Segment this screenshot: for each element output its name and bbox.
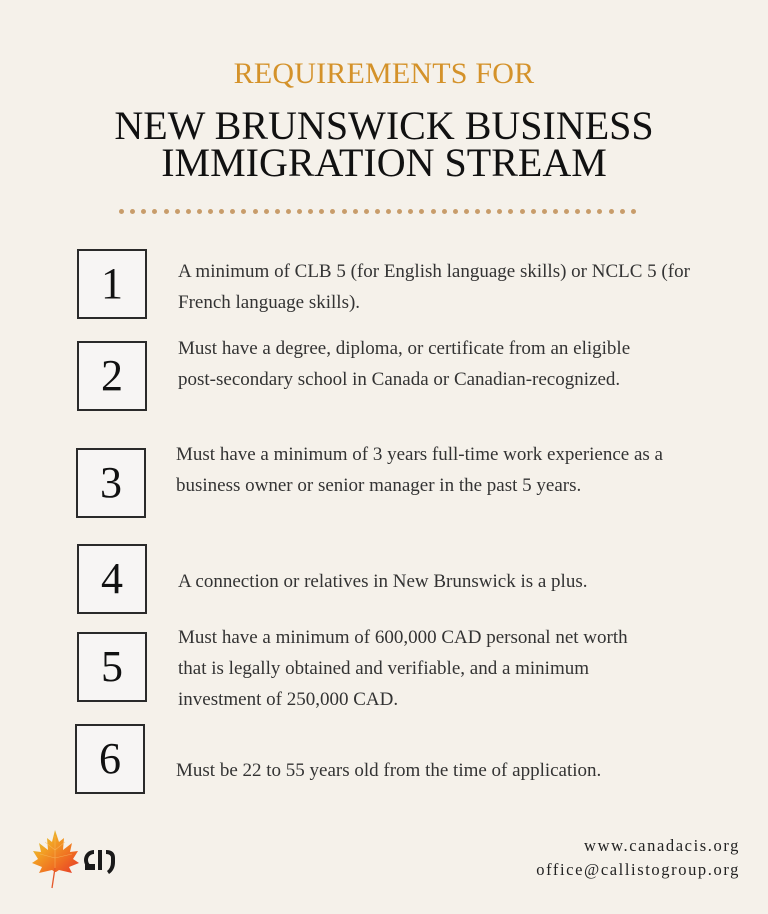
maple-leaf-icon <box>28 828 118 890</box>
divider-dot <box>486 209 491 214</box>
requirement-text-6: Must be 22 to 55 years old from the time of application. <box>176 760 602 781</box>
dotted-divider <box>119 209 639 215</box>
divider-dot <box>597 209 602 214</box>
number-box-6: 6 <box>75 724 145 794</box>
number-box-4: 4 <box>77 544 147 614</box>
divider-dot <box>241 209 246 214</box>
divider-dot <box>542 209 547 214</box>
divider-dot <box>264 209 269 214</box>
divider-dot <box>475 209 480 214</box>
divider-dot <box>308 209 313 214</box>
number-box-1: 1 <box>77 249 147 319</box>
requirement-text-2: Must have a degree, diploma, or certificate from an eligible post-secondary school in Canada or Canadian-recognized. <box>178 338 631 390</box>
email-link[interactable]: office@callistogroup.org <box>536 860 740 879</box>
number-box-3: 3 <box>76 448 146 518</box>
cis-logo <box>28 828 118 890</box>
divider-dot <box>453 209 458 214</box>
number-box-5: 5 <box>77 632 147 702</box>
divider-dot <box>464 209 469 214</box>
contact-info <box>536 834 740 882</box>
divider-dot <box>130 209 135 214</box>
divider-dot <box>631 209 636 214</box>
divider-dot <box>219 209 224 214</box>
divider-dot <box>197 209 202 214</box>
title-line-2: IMMIGRATION STREAM <box>161 140 607 185</box>
divider-dot <box>208 209 213 214</box>
divider-dot <box>164 209 169 214</box>
divider-dot <box>230 209 235 214</box>
divider-dot <box>508 209 513 214</box>
divider-dot <box>408 209 413 214</box>
divider-dot <box>553 209 558 214</box>
divider-dot <box>152 209 157 214</box>
divider-dot <box>564 209 569 214</box>
divider-dot <box>442 209 447 214</box>
divider-dot <box>330 209 335 214</box>
divider-dot <box>397 209 402 214</box>
requirement-text-5: Must have a minimum of 600,000 CAD personal net worth that is legally obtained and verifiable, and a minimum investment of 250,000 CAD. <box>178 627 628 710</box>
requirement-text-3: Must have a minimum of 3 years full-time work experience as a business owner or senior manager in the past 5 years. <box>176 444 663 496</box>
divider-dot <box>175 209 180 214</box>
divider-dot <box>297 209 302 214</box>
divider-dot <box>253 209 258 214</box>
divider-dot <box>275 209 280 214</box>
divider-dot <box>586 209 591 214</box>
number-box-2: 2 <box>77 341 147 411</box>
divider-dot <box>353 209 358 214</box>
divider-dot <box>531 209 536 214</box>
divider-dot <box>286 209 291 214</box>
divider-dot <box>119 209 124 214</box>
divider-dot <box>609 209 614 214</box>
divider-dot <box>520 209 525 214</box>
title-line-1: NEW BRUNSWICK BUSINESS <box>114 103 654 148</box>
divider-dot <box>386 209 391 214</box>
subtitle: REQUIREMENTS FOR <box>233 57 535 90</box>
divider-dot <box>342 209 347 214</box>
divider-dot <box>575 209 580 214</box>
divider-dot <box>419 209 424 214</box>
divider-dot <box>431 209 436 214</box>
divider-dot <box>319 209 324 214</box>
divider-dot <box>186 209 191 214</box>
divider-dot <box>620 209 625 214</box>
divider-dot <box>497 209 502 214</box>
divider-dot <box>375 209 380 214</box>
website-link[interactable]: www.canadacis.org <box>584 836 740 855</box>
page-title <box>0 103 768 185</box>
divider-dot <box>364 209 369 214</box>
requirement-text-1: A minimum of CLB 5 (for English language skills) or NCLC 5 (for French language skills). <box>178 261 690 313</box>
requirement-text-4: A connection or relatives in New Brunswick is a plus. <box>178 571 588 592</box>
divider-dot <box>141 209 146 214</box>
